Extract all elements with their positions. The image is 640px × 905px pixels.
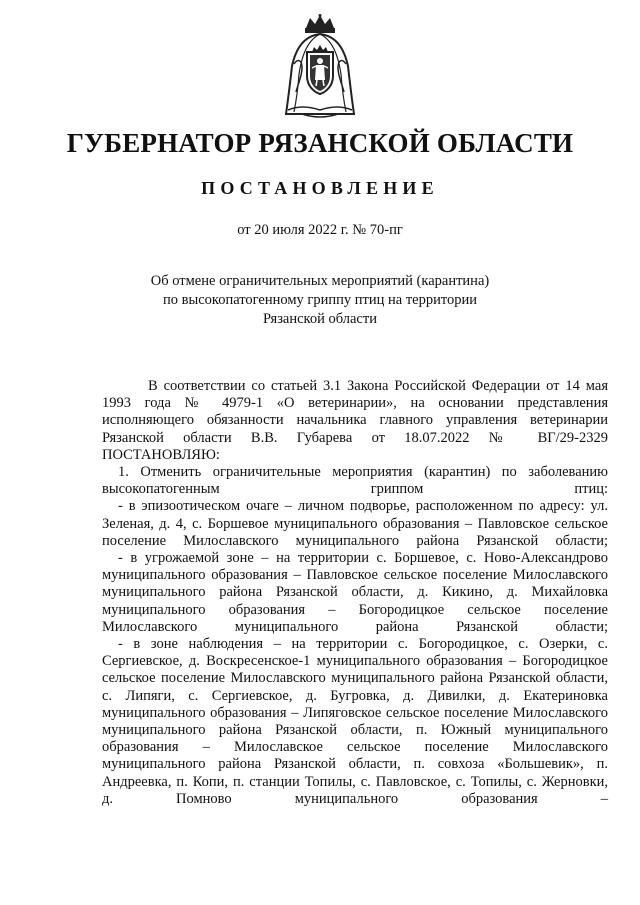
intro-paragraph: В соответствии со статьей 3.1 Закона Российской Федерации от 14 мая 1993 года № 4979-1 «О ветеринарии», на основании представления исполняющего обязанности начальника главного управления ветеринарии Рязанской области В.В. Губарева от 18.07.2022 № ВГ/29-2329	[102, 378, 608, 446]
governor-title: ГУБЕРНАТОР РЯЗАНСКОЙ ОБЛАСТИ	[66, 128, 574, 158]
item-1-paragraph: 1. Отменить ограничительные мероприятия (карантин) по заболеванию высокопатогенным гриппом птиц:	[102, 464, 608, 498]
resolve-heading: ПОСТАНОВЛЯЮ:	[102, 446, 220, 463]
ryazan-coat-of-arms-icon	[282, 14, 358, 122]
document-body	[102, 378, 608, 808]
document-subject	[0, 272, 640, 329]
subject-line: по высокопатогенному гриппу птиц на территории	[162, 292, 478, 308]
sub-item-observation-zone: - в зоне наблюдения – на территории с. Богородицкое, с. Озерки, с. Сергиевское, д. Воскресенское-1 муниципального образования – Богородицкое сельское поселение Милославского муниципального района Рязанской области, с. Липяги, с. Сергиевское, д. Бугровка, д. Дивилки, д. Екатериновка муниципального образования – Липяговское сельское поселение Милославского муниципального района Рязанской области, п. Южный муниципального образования – Милославское сельское поселение Милославского муниципального района Рязанской области, п. совхоза «Большевик», п. Андреевка, п. Копи, п. станции Топилы, с. Павловское, с. Топилы, с. Жерновки, д. Помново муниципального образования –	[102, 636, 608, 807]
subject-line: Рязанской области	[263, 311, 377, 327]
subject-line: Об отмене ограничительных мероприятий (карантина)	[150, 273, 490, 289]
sub-item-threatened-zone: - в угрожаемой зоне – на территории с. Боршевое, с. Ново-Александрово муниципального образования – Павловское сельское поселение Милославского муниципального района Рязанской области, д. Кикино, д. Михайловка муниципального образования – Богородицкое сельское поселение Милославского муниципального района Рязанской области;	[102, 550, 608, 635]
document-date-number: от 20 июля 2022 г. № 70-пг	[237, 222, 403, 238]
document-type: ПОСТАНОВЛЕНИЕ	[201, 178, 439, 198]
sub-item-epizootic-focus: - в эпизоотическом очаге – личном подворье, расположенном по адресу: ул. Зеленая, д. 4, с. Боршевое муниципального образования – Павловское сельское поселение Милославского муниципального района Рязанской области;	[102, 498, 608, 549]
